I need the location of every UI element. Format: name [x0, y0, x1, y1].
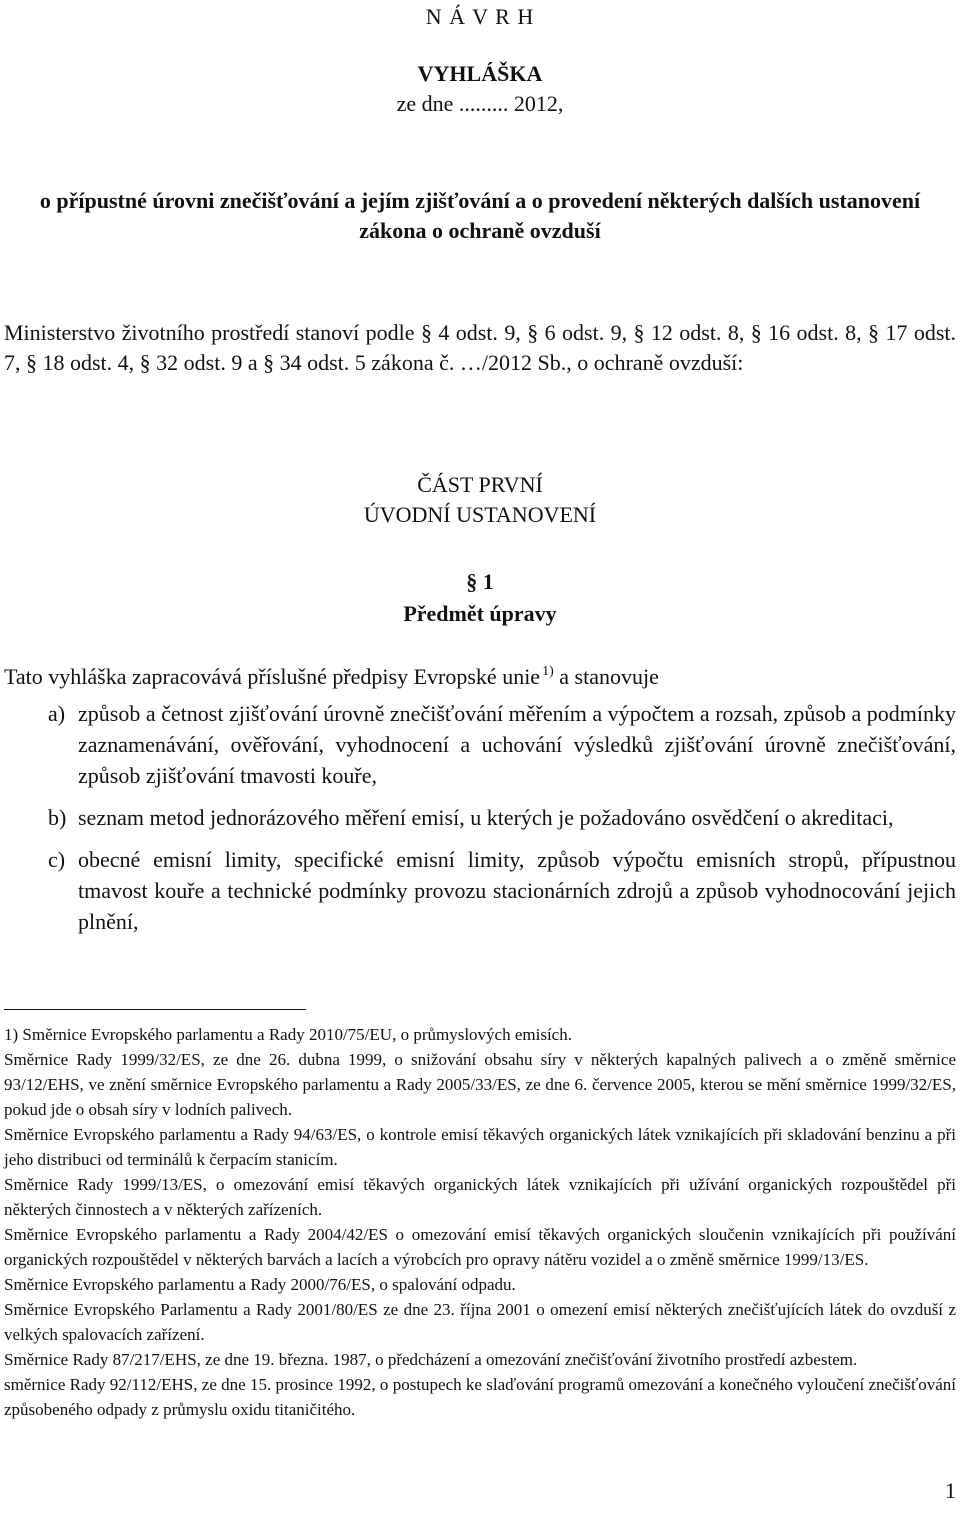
intro-text: Tato vyhláška zapracovává příslušné předpisy Evropské unie [4, 664, 541, 689]
item-marker: c) [48, 847, 66, 872]
document-title: o přípustné úrovni znečišťování a jejím zjišťování a o provedení některých dalších ustanovení zákona o ochraně ovzduší [39, 188, 921, 243]
footnote-reference[interactable]: 1) [542, 664, 554, 679]
footnote: Směrnice Rady 1999/13/ES, o omezování emisí těkavých organických látek vznikajících při užívání organických rozpouštědel při některých činnostech a v některých zařízeních. [4, 1175, 956, 1219]
intro-paragraph [4, 662, 956, 692]
part-label: ČÁST PRVNÍ [417, 472, 543, 497]
item-marker: a) [48, 701, 66, 726]
footnote: Směrnice Evropského parlamentu a Rady 94/63/ES, o kontrole emisí těkavých organických látek vznikajících při skladování benzinu a při jeho distribuci od terminálů k čerpacím stanicím. [4, 1125, 956, 1169]
intro-tail: a stanovuje [553, 664, 659, 689]
footnote: Směrnice Rady 87/217/EHS, ze dne 19. března. 1987, o předcházení a omezování znečišťování životního prostředí azbestem. [4, 1350, 858, 1369]
footnote: směrnice Rady 92/112/EHS, ze dne 15. prosince 1992, o postupech ke slaďování programů omezování a konečného vyloučení znečišťování způsobeného odpady z průmyslu oxidu titaničitého. [4, 1375, 956, 1419]
item-text: způsob a četnost zjišťování úrovně znečišťování měřením a výpočtem a rozsah, způsob a podmínky zaznamenávání, ověřování, vyhodnocení a uchování výsledků zjišťování úrovně znečišťování, způsob zjišťování tmavosti kouře, [78, 701, 956, 788]
document-date: ze dne ......... 2012, [396, 91, 564, 116]
footnote-separator [4, 1009, 306, 1010]
document-type: VYHLÁŠKA [417, 61, 543, 86]
page-number: 1 [945, 1478, 956, 1503]
draft-label: N Á V R H [425, 4, 535, 29]
footnote: Směrnice Evropského Parlamentu a Rady 2001/80/ES ze dne 23. října 2001 o omezení emisí některých znečišťujících látek do ovzduší z velkých spalovacích zařízení. [4, 1300, 956, 1344]
item-text: obecné emisní limity, specifické emisní limity, způsob výpočtu emisních stropů, přípustnou tmavost kouře a technické podmínky provozu stacionárních zdrojů a způsob vyhodnocování jejich plnění, [78, 847, 956, 934]
section-heading [0, 566, 960, 630]
footnotes [4, 1022, 956, 1422]
footnote: 1) Směrnice Evropského parlamentu a Rady 2010/75/EU, o průmyslových emisích. [4, 1025, 572, 1044]
item-list [48, 698, 956, 948]
part-heading [0, 470, 960, 530]
list-item [48, 844, 956, 937]
preamble: Ministerstvo životního prostředí stanoví podle § 4 odst. 9, § 6 odst. 9, § 12 odst. 8, § 16 odst. 8, § 17 odst. 7, § 18 odst. 4, § 32 odst. 9 a § 34 odst. 5 zákona č. …/2012 Sb., o ochraně ovzduší: [4, 320, 956, 375]
footnote: Směrnice Evropského parlamentu a Rady 2004/42/ES o omezování emisí těkavých organických sloučenin vznikajících při používání organických rozpouštědel v některých barvách a lacích a výrobcích pro opravy nátěru vozidel a o změně směrnice 1999/13/ES. [4, 1225, 956, 1269]
part-name: ÚVODNÍ USTANOVENÍ [363, 502, 597, 527]
list-item [48, 698, 956, 791]
list-item [48, 802, 956, 833]
item-marker: b) [48, 805, 67, 830]
footnote: Směrnice Evropského parlamentu a Rady 2000/76/ES, o spalování odpadu. [4, 1275, 516, 1294]
section-title: Předmět úpravy [403, 601, 557, 626]
footnote: Směrnice Rady 1999/32/ES, ze dne 26. dubna 1999, o snižování obsahu síry v některých kapalných palivech a o změně směrnice 93/12/EHS, ve znění směrnice Evropského parlamentu a Rady 2005/33/ES, ze dne 6. července 2005, kterou se mění směrnice 1999/32/ES, pokud jde o obsah síry v lodních palivech. [4, 1050, 956, 1119]
item-text: seznam metod jednorázového měření emisí, u kterých je požadováno osvědčení o akreditaci, [78, 805, 894, 830]
section-number: § 1 [466, 569, 494, 594]
